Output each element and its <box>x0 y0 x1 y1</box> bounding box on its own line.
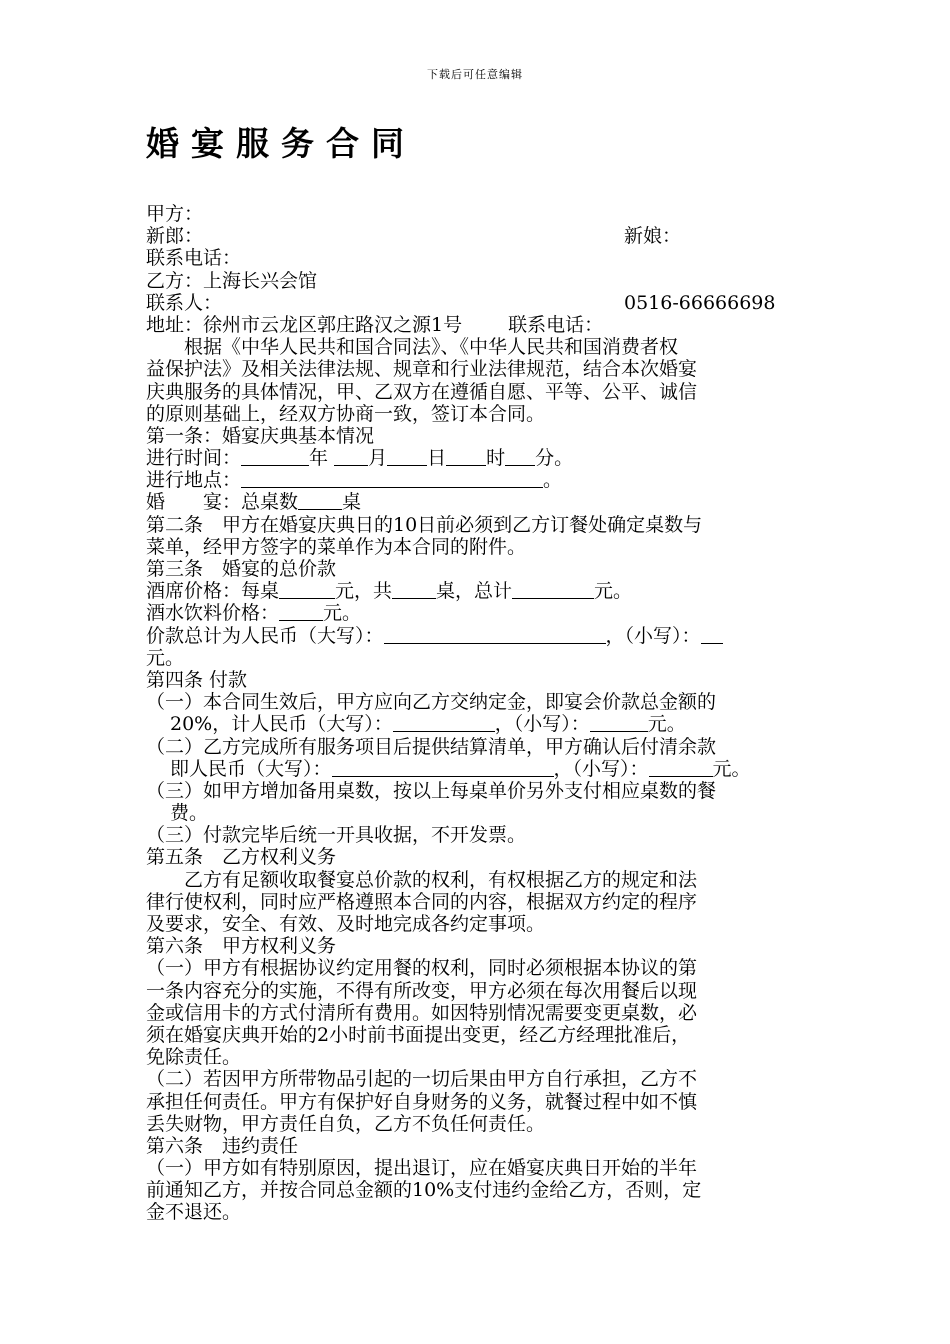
balance-capital-label: 即人民币（大写）： <box>170 757 332 780</box>
total-small-label: ，（小写）： <box>605 624 701 647</box>
deposit-unit: 元。 <box>647 713 686 736</box>
article-6-line: 须在婚宴庆典开始的2小时前书面提出变更，经乙方经理批准后， <box>146 1023 691 1046</box>
contact-phone-line <box>146 247 810 269</box>
groom-bride-line <box>146 225 810 247</box>
payment-item: （一）本合同生效后，甲方应向乙方交纳定金，即宴会价款总金额的 <box>146 691 717 714</box>
payment-item: （三）付款完毕后统一开具收据，不开发票。 <box>146 824 527 847</box>
location-blank <box>241 470 543 488</box>
location-label: 进行地点： <box>146 469 242 492</box>
preamble-line: 庆典服务的具体情况，甲、乙双方在遵循自愿、平等、公平、诚信 <box>146 380 698 403</box>
article-6-line: 免除责任。 <box>146 1046 242 1069</box>
groom-label: 新郎： <box>146 225 204 248</box>
total-line-end: 元。 <box>146 646 185 669</box>
total-capital-blank <box>384 626 606 644</box>
drinks-unit: 元。 <box>323 602 362 625</box>
month-label: 月 <box>368 447 388 470</box>
payment-item: （三）如甲方增加备用桌数，按以上每桌单价另外支付相应桌数的餐 <box>146 779 717 802</box>
article-7-heading: 第六条 违约责任 <box>146 1134 299 1157</box>
banquet-line <box>146 491 810 513</box>
article-7-line: 前通知乙方，并按合同总金额的10%支付违约金给乙方，否则，定 <box>146 1179 702 1202</box>
contract-body <box>146 203 810 1224</box>
party-b-label: 乙方：上海长兴会馆 <box>146 269 318 292</box>
day-label: 日 <box>427 447 447 470</box>
party-b-line <box>146 270 810 292</box>
article-4-heading: 第四条 付款 <box>146 668 248 691</box>
party-a-line <box>146 203 810 225</box>
day-blank <box>387 448 427 466</box>
phone-number: 0516-66666698 <box>624 291 776 314</box>
article-7-line: 金不退还。 <box>146 1201 242 1224</box>
deposit-small-blank <box>590 714 648 732</box>
total-line <box>146 625 810 647</box>
location-end: 。 <box>543 469 563 492</box>
payment-item: （二）乙方完成所有服务项目后提供结算清单，甲方确认后付清余款 <box>146 735 717 758</box>
contact-phone-label-2: 联系电话： <box>508 313 604 336</box>
article-6-line: 承担任何责任。甲方有保护好自身财务的义务，就餐过程中如不慎 <box>146 1090 698 1113</box>
address-line <box>146 314 810 336</box>
total-unit: 元。 <box>594 580 633 603</box>
deposit-capital-label: 20%，计人民币（大写）： <box>170 713 393 736</box>
article-3-heading: 第三条 婚宴的总价款 <box>146 558 337 580</box>
price-unit: 元，共 <box>335 580 393 603</box>
article-6-line: 一条内容充分的实施，不得有所改变，甲方必须在每次用餐后以现 <box>146 979 698 1002</box>
contact-person-line <box>146 292 810 314</box>
minute-label: 分。 <box>535 447 574 470</box>
drinks-label: 酒水饮料价格： <box>146 602 280 625</box>
payment-item <box>146 758 810 780</box>
contact-phone-label: 联系电话： <box>146 247 242 270</box>
payment-item: 费。 <box>170 802 209 825</box>
balance-unit: 元。 <box>712 757 751 780</box>
article-7-line: （一）甲方如有特别原因，提出退订，应在婚宴庆典日开始的半年 <box>146 1157 698 1180</box>
party-a-label: 甲方： <box>146 203 204 225</box>
time-line <box>146 447 810 469</box>
total-label: 桌，总计 <box>436 580 513 603</box>
document-title: 婚宴服务合同 <box>146 124 416 163</box>
article-5-line: 乙方有足额收取餐宴总价款的权利，有权根据乙方的规定和法 <box>184 868 698 891</box>
preamble-line: 益保护法》及相关法律法规、规章和行业法律规范，结合本次婚宴 <box>146 358 698 381</box>
article-5-line: 及要求，安全、有效、及时地完成各约定事项。 <box>146 913 546 935</box>
price-label: 酒席价格：每桌 <box>146 580 280 603</box>
hour-label: 时 <box>486 447 506 470</box>
month-blank <box>334 448 368 466</box>
article-6-line: （一）甲方有根据协议约定用餐的权利，同时必须根据本协议的第 <box>146 957 698 980</box>
drinks-blank <box>279 603 323 621</box>
preamble-line: 根据《中华人民共和国合同法》、《中华人民共和国消费者权 <box>184 336 679 359</box>
article-6-line: 丢失财物，甲方责任自负，乙方不负任何责任。 <box>146 1112 546 1135</box>
total-small-blank <box>701 626 723 644</box>
total-blank <box>512 581 594 599</box>
bride-label: 新娘： <box>624 225 682 248</box>
preamble-line: 的原则基础上，经双方协商一致，签订本合同。 <box>146 402 546 425</box>
banquet-label: 婚 宴：总桌数 <box>146 491 299 514</box>
deposit-small-label: ，（小写）： <box>494 713 590 736</box>
article-2-line: 第二条 甲方在婚宴庆典日的10日前必须到乙方订餐处确定桌数与 <box>146 513 703 536</box>
balance-capital-blank <box>332 759 554 777</box>
balance-small-label: ，（小写）： <box>553 757 649 780</box>
address-text: 地址：徐州市云龙区郭庄路汉之源1号 <box>146 313 463 336</box>
hour-blank <box>446 448 486 466</box>
balance-small-blank <box>649 759 713 777</box>
payment-item <box>146 713 810 735</box>
article-6-heading: 第六条 甲方权利义务 <box>146 935 337 958</box>
page-header: 下载后可任意编辑 <box>427 68 523 81</box>
tables-unit: 桌 <box>342 491 362 514</box>
article-6-line: （二）若因甲方所带物品引起的一切后果由甲方自行承担，乙方不 <box>146 1068 698 1091</box>
year-label: 年 <box>309 447 335 470</box>
contact-person-label: 联系人： <box>146 291 223 314</box>
article-6-line: 金或信用卡的方式付清所有费用。如因特别情况需要变更桌数，必 <box>146 1001 698 1024</box>
deposit-capital-blank <box>393 714 495 732</box>
article-1-heading: 第一条：婚宴庆典基本情况 <box>146 424 375 447</box>
article-5-line: 律行使权利，同时应严格遵照本合同的内容，根据双方约定的程序 <box>146 890 698 913</box>
location-line <box>146 469 810 491</box>
minute-blank <box>505 448 535 466</box>
article-2-line: 菜单，经甲方签字的菜单作为本合同的附件。 <box>146 535 527 558</box>
price-line <box>146 580 810 602</box>
drinks-line <box>146 602 810 624</box>
table-count-blank <box>392 581 436 599</box>
total-capital-label: 价款总计为人民币（大写）： <box>146 624 384 647</box>
per-table-blank <box>279 581 335 599</box>
tables-blank <box>298 492 342 510</box>
time-label: 进行时间： <box>146 447 242 470</box>
article-5-heading: 第五条 乙方权利义务 <box>146 846 337 869</box>
year-blank <box>241 448 309 466</box>
